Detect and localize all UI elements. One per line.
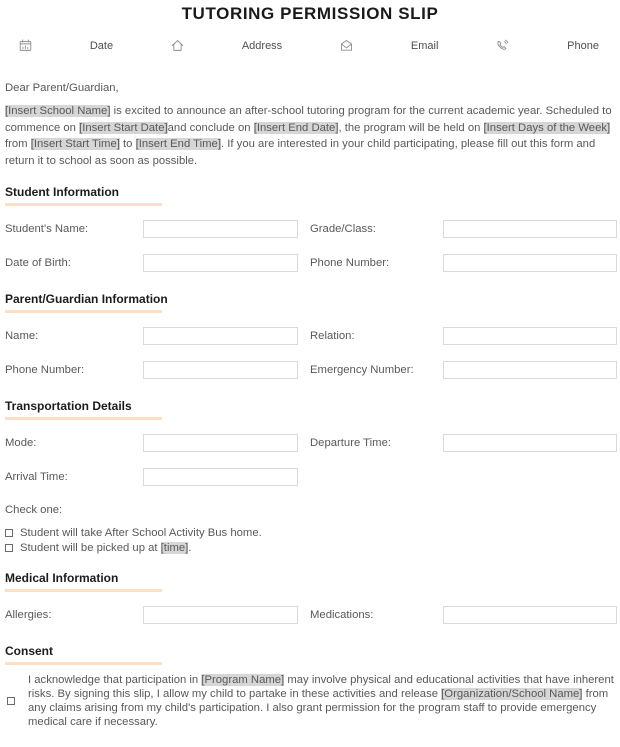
text-segment: Student will take After School Activity Bus home.: [20, 527, 262, 539]
bus-option-checkbox[interactable]: [5, 529, 13, 537]
parent-row-2: [5, 361, 615, 379]
section-underline: [5, 310, 162, 313]
text-segment: from any claims arising from my child's participation. I also grant permission for the program staff to provide emergency medical care if necessary.: [28, 688, 609, 728]
emergency-number-input[interactable]: [443, 361, 617, 379]
transportation-row-1: [5, 434, 615, 452]
placeholder-highlight: [Program Name]: [201, 674, 285, 686]
section-medical-information: [5, 571, 615, 592]
mail-icon: [340, 39, 353, 52]
allergies-input[interactable]: [143, 606, 298, 624]
intro-paragraph: [5, 103, 615, 169]
contact-info-row: [19, 39, 599, 52]
pickup-option: [5, 541, 615, 555]
section-transportation-details: [5, 399, 615, 420]
contact-label-email: Email: [410, 39, 439, 52]
transportation-row-2: [5, 468, 615, 486]
text-segment: I acknowledge that participation in: [28, 674, 202, 686]
date-of-birth-input[interactable]: [143, 254, 298, 272]
pickup-option-checkbox[interactable]: [5, 544, 13, 552]
emergency-number-label: Emergency Number:: [310, 364, 414, 376]
contact-label-date: Date: [89, 39, 114, 52]
arrival-time-label: Arrival Time:: [5, 471, 68, 483]
student-row-1: [5, 220, 615, 238]
consent-text: [28, 673, 615, 729]
placeholder-highlight: [Insert Start Time]: [30, 138, 120, 150]
text-segment: from: [5, 138, 31, 150]
placeholder-highlight: [Insert Start Date]: [79, 121, 168, 134]
date-of-birth-label: Date of Birth:: [5, 257, 71, 269]
text-segment: may involve physical and educational activities that have inherent risks. By signing this slip, I allow my child to partake in these activities and release: [28, 674, 614, 700]
text-segment: . If you are interested in your child participating, please fill out this form and return it to school as soon as possible.: [5, 138, 596, 167]
section-parent-information: [5, 292, 615, 313]
home-icon: [171, 39, 184, 52]
text-segment: is excited to announce an after-school tutoring program for the current academic year. Scheduled to commence on: [5, 105, 612, 134]
grade-class-label: Grade/Class:: [310, 223, 376, 235]
students-name-label: Student's Name:: [5, 223, 89, 235]
section-title-consent: Consent: [5, 644, 53, 658]
allergies-label: Allergies:: [5, 609, 52, 621]
mode-input[interactable]: [143, 434, 298, 452]
contact-label-address: Address: [241, 39, 283, 52]
section-underline: [5, 203, 162, 206]
arrival-time-input[interactable]: [143, 468, 298, 486]
placeholder-highlight: [Insert Days of the Week]: [483, 121, 611, 134]
student-row-2: [5, 254, 615, 272]
medical-row-1: [5, 606, 615, 624]
section-title-parent: Parent/Guardian Information: [5, 292, 168, 306]
parent-name-label: Name:: [5, 330, 39, 342]
phone-icon: [496, 39, 509, 52]
section-consent: [5, 644, 615, 665]
pickup-option-text: [20, 541, 191, 555]
placeholder-highlight: [Insert School Name]: [5, 105, 111, 117]
departure-time-label: Departure Time:: [310, 437, 391, 449]
section-title-transportation: Transportation Details: [5, 399, 132, 413]
medications-label: Medications:: [310, 609, 374, 621]
text-segment: to: [119, 138, 136, 150]
section-title-medical: Medical Information: [5, 571, 119, 585]
parent-phone-input[interactable]: [143, 361, 298, 379]
grade-class-input[interactable]: [443, 220, 617, 238]
consent-row: [5, 673, 615, 729]
text-segment: Student will be picked up at: [20, 542, 161, 554]
text-segment: , the program will be held on: [338, 121, 484, 134]
relation-input[interactable]: [443, 327, 617, 345]
section-underline: [5, 417, 162, 420]
section-underline: [5, 662, 162, 665]
placeholder-highlight: [Organization/School Name]: [441, 688, 583, 700]
check-one-label: Check one:: [5, 504, 63, 516]
parent-phone-label: Phone Number:: [5, 364, 85, 376]
relation-label: Relation:: [310, 330, 355, 342]
student-phone-input[interactable]: [443, 254, 617, 272]
parent-row-1: [5, 327, 615, 345]
page-title: TUTORING PERMISSION SLIP: [181, 4, 439, 23]
mode-label: Mode:: [5, 437, 37, 449]
departure-time-input[interactable]: [443, 434, 617, 452]
section-title-student: Student Information: [5, 185, 119, 199]
student-phone-label: Phone Number:: [310, 257, 390, 269]
section-underline: [5, 589, 162, 592]
placeholder-highlight: [Insert End Time]: [135, 138, 221, 150]
salutation: Dear Parent/Guardian,: [5, 82, 119, 94]
medications-input[interactable]: [443, 606, 617, 624]
section-student-information: [5, 185, 615, 206]
bus-option: [5, 526, 615, 540]
text-segment: and conclude on: [167, 121, 254, 134]
text-segment: .: [188, 542, 192, 554]
consent-checkbox[interactable]: [7, 697, 15, 705]
parent-name-input[interactable]: [143, 327, 298, 345]
bus-option-text: [20, 526, 262, 540]
calendar-icon: [19, 39, 32, 52]
students-name-input[interactable]: [143, 220, 298, 238]
contact-label-phone: Phone: [567, 39, 599, 52]
placeholder-highlight: [time]: [160, 542, 189, 554]
placeholder-highlight: [Insert End Date]: [253, 121, 339, 134]
